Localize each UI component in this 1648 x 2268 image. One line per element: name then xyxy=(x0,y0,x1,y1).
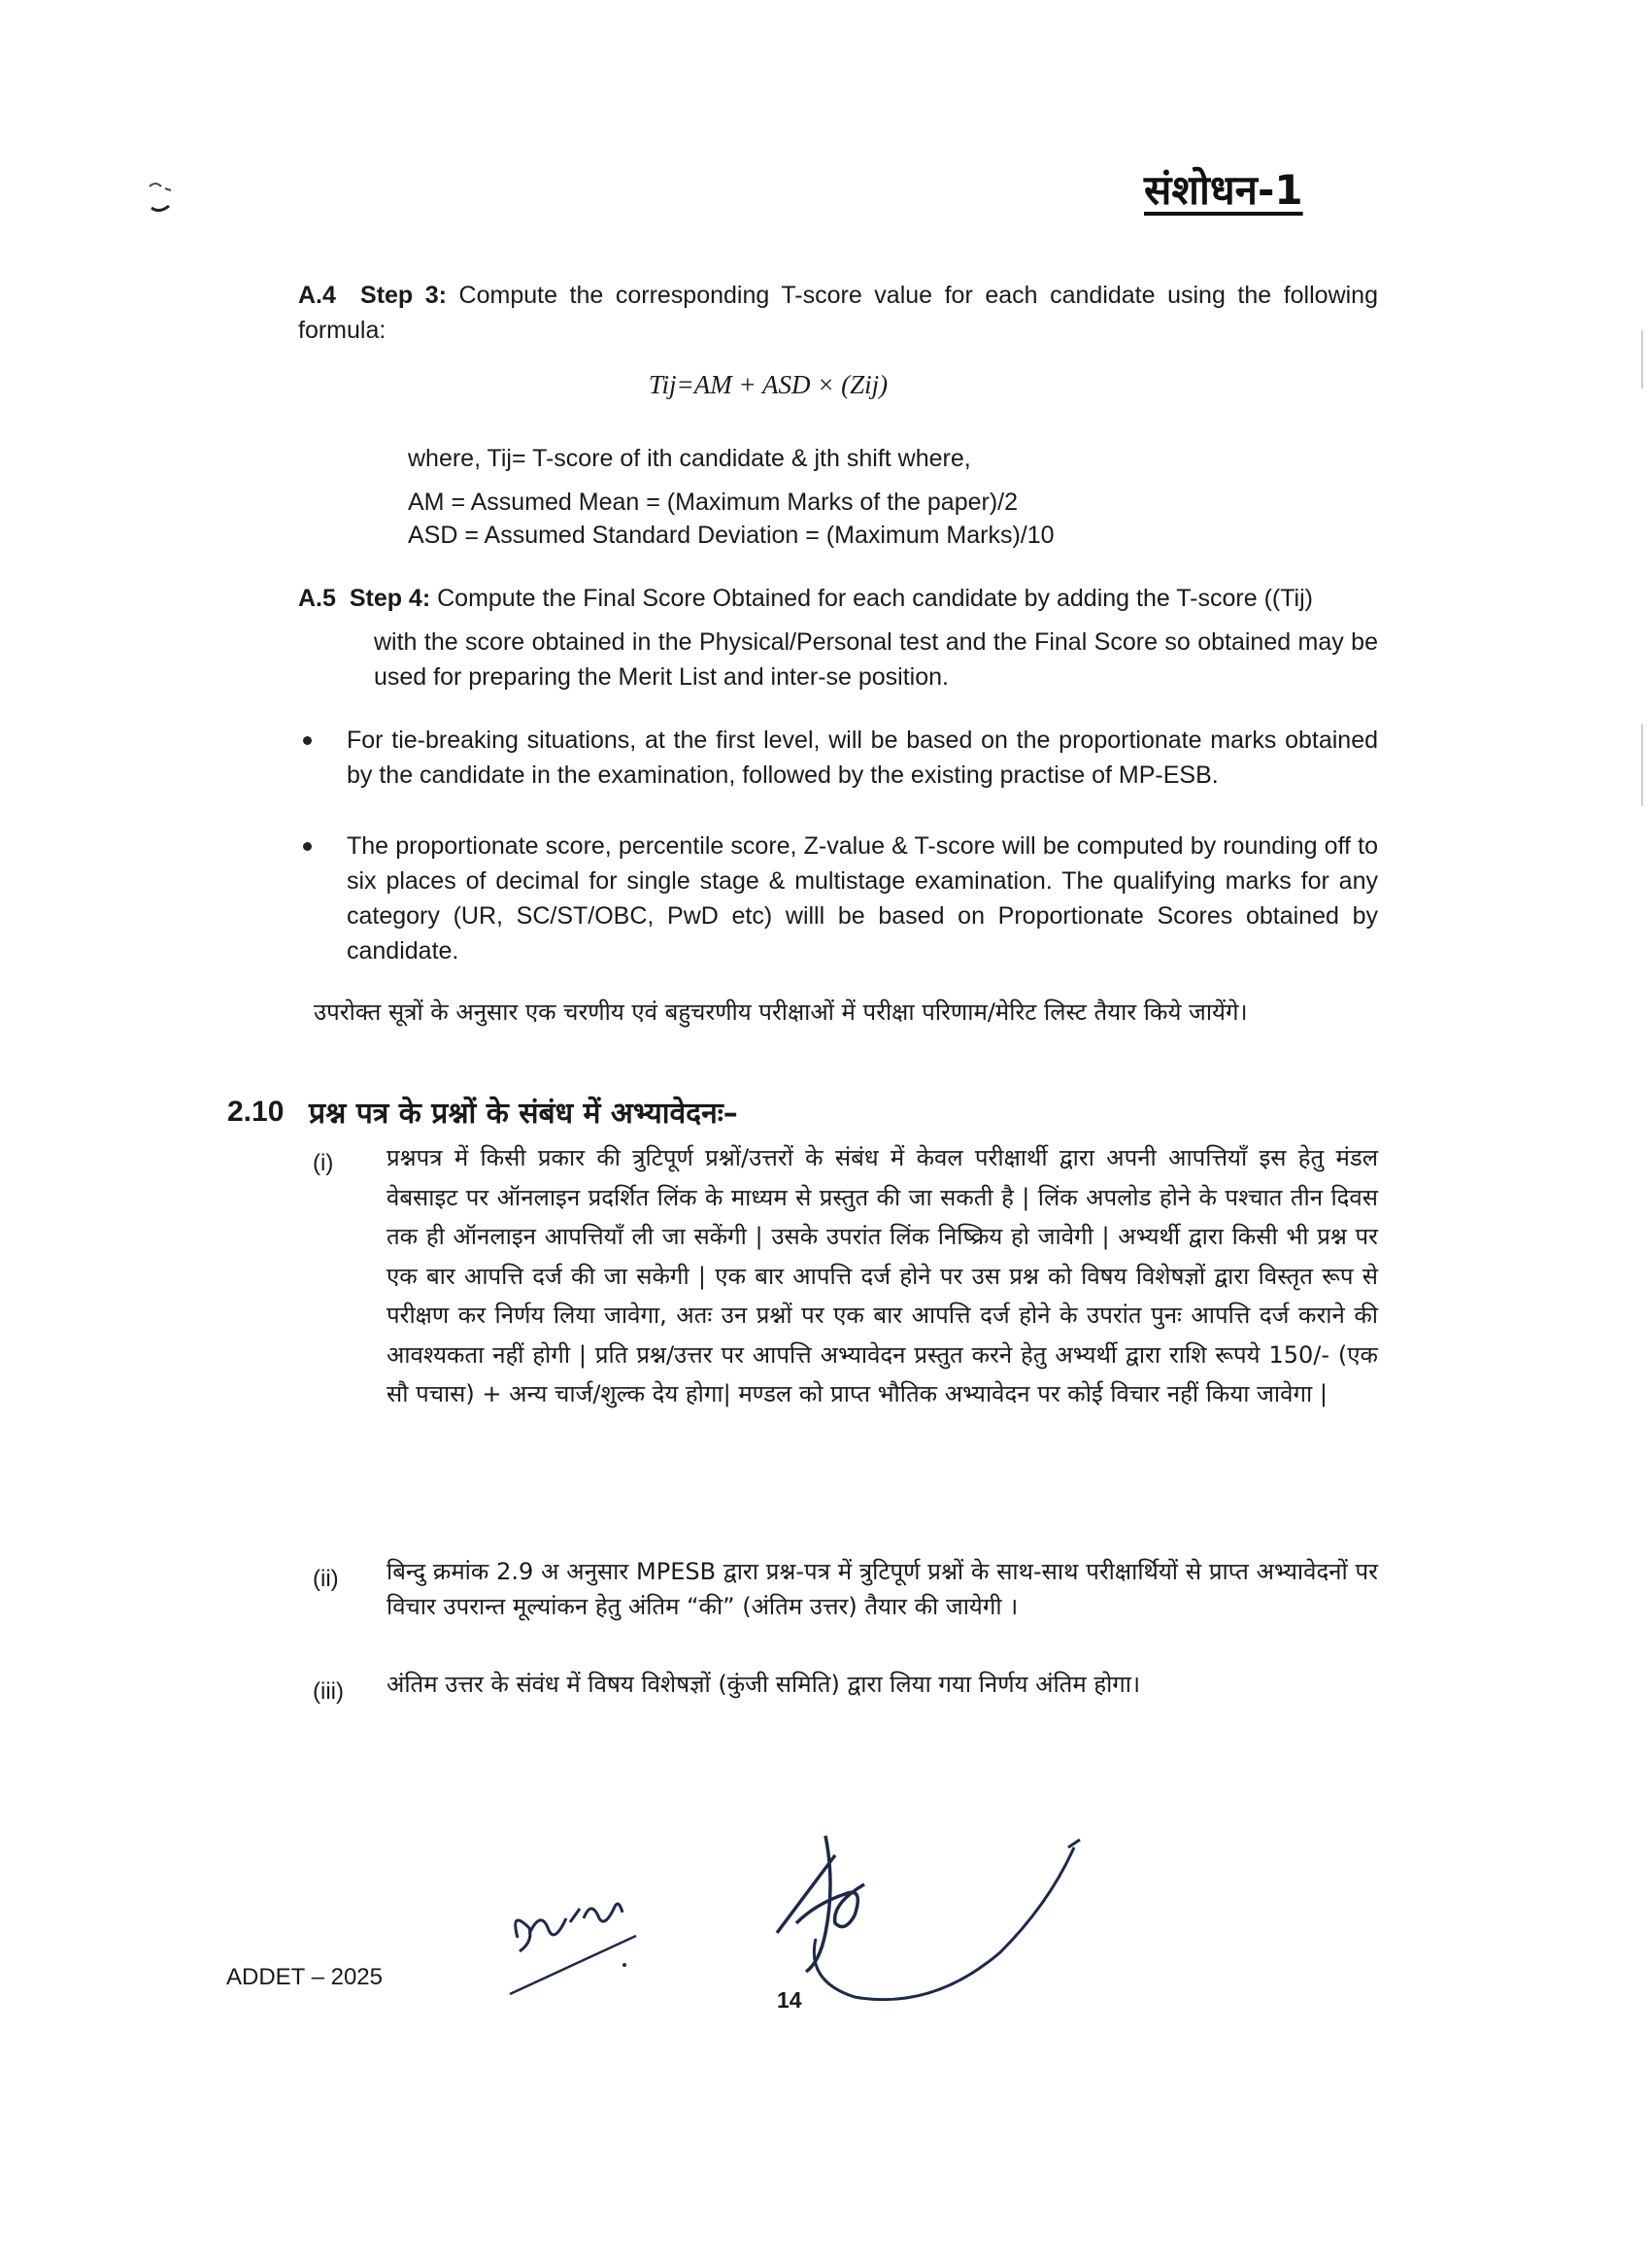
section-a5-line1 xyxy=(298,581,1378,616)
item-text: प्रश्नपत्र में किसी प्रकार की त्रुटिपूर्ण प्रश्नों/उत्तरों के संबंध में केवल परीक्षार्थी द्वारा अपनी आपत्तियाँ इस हेतु मंडल वेबसाइट पर ऑनलाइन प्रदर्शित लिंक के माध्यम से प्रस्तुत की जा सकती है | लिंक अपलोड होने के पश्चात तीन दिवस तक ही ऑनलाइन आपत्तियाँ ली जा सकेंगी | उसके उपरांत लिंक निष्क्रिय हो जावेगी | अभ्यर्थी द्वारा किसी भी प्रश्न पर एक बार आपत्ति दर्ज की जा सकेगी | एक बार आपत्ति दर्ज होने पर उस प्रश्न को विषय विशेषज्ञों द्वारा विस्तृत रूप से परीक्षण कर निर्णय लिया जावेगा, अतः उन प्रश्नों पर एक बार आपत्ति दर्ज होने के उपरांत पुनः आपत्ति दर्ज कराने की आवश्यकता नहीं होगी | प्रति प्रश्न/उत्तर पर आपत्ति अभ्यावेदन प्रस्तुत करने हेतु अभ्यर्थी द्वारा राशि रूपये 150/- (एक सौ पचास) + अन्य चार्ज/शुल्क देय होगा| मण्डल को प्राप्त भौतिक अभ्यावेदन पर कोई विचार नहीं किया जावेगा | xyxy=(387,1144,1378,1407)
bullet-item: For tie-breaking situations, at the first level, will be based on the proportionate marks obtained by the candidate in the examination, followed by the existing practise of MP-ESB. xyxy=(347,727,1378,789)
section-number: 2.10 xyxy=(227,1096,285,1128)
margin-mark-icon xyxy=(146,179,179,218)
a5-line1: Compute the Final Score Obtained for each candidate by adding the T-score ((Tij) xyxy=(437,585,1313,612)
a4-step: Step 3: xyxy=(360,282,447,309)
where-line: where, Tij= T-score of ith candidate & jth shift where, xyxy=(408,445,971,472)
hindi-note: उपरोक्त सूत्रों के अनुसार एक चरणीय एवं बहुचरणीय परीक्षाओं में परीक्षा परिणाम/मेरिट लिस्ट तैयार किये जायेंगे। xyxy=(314,999,1248,1026)
signature-image xyxy=(490,1879,665,1996)
scan-edge-divider xyxy=(1641,330,1643,389)
a4-label: A.4 xyxy=(298,282,336,309)
tscore-formula: Tij=AM + ASD × (Zij) xyxy=(649,370,889,399)
item-label: (iii) xyxy=(313,1678,344,1705)
footer-code: ADDET – 2025 xyxy=(226,1964,383,1990)
asd-line: ASD = Assumed Standard Deviation = (Maximum Marks)/10 xyxy=(408,522,1055,549)
bullet-icon xyxy=(303,842,312,851)
a5-text: with the score obtained in the Physical/Personal test and the Final Score so obtained may be used for preparing the Merit List and inter-se position. xyxy=(374,628,1378,691)
section-heading: प्रश्न पत्र के प्रश्नों के संबंध में अभ्यावेदनः– xyxy=(309,1097,738,1131)
page-title: संशोधन-1 xyxy=(1144,166,1303,214)
a4-text: Compute the corresponding T-score value for each candidate using the following formula: xyxy=(298,282,1378,344)
scan-edge-divider xyxy=(1641,724,1643,806)
signature-image xyxy=(738,1826,1088,2011)
item-label: (ii) xyxy=(313,1566,339,1592)
a5-label: A.5 xyxy=(298,585,336,612)
item-label: (i) xyxy=(313,1150,334,1176)
item-text: अंतिम उत्तर के संवंध में विषय विशेषज्ञों (कुंजी समिति) द्वारा लिया गया निर्णय अंतिम होगा। xyxy=(387,1671,1141,1698)
page-number: 14 xyxy=(777,1987,802,2013)
bullet-item: The proportionate score, percentile score, Z-value & T-score will be computed by rounding off to six places of decimal for single stage & multistage examination. The qualifying marks for any category (UR, SC/ST/OBC, PwD etc) willl be based on Proportionate Scores obtained by candidate. xyxy=(347,832,1378,965)
bullet-icon xyxy=(303,736,312,745)
am-line: AM = Assumed Mean = (Maximum Marks of the paper)/2 xyxy=(408,489,1019,516)
a5-step: Step 4: xyxy=(349,585,431,612)
item-text: बिन्दु क्रमांक 2.9 अ अनुसार MPESB द्वारा प्रश्न-पत्र में त्रुटिपूर्ण प्रश्नों के साथ-साथ परीक्षार्थियों से प्राप्त अभ्यावेदनों पर विचार उपरान्त मूल्यांकन हेतु अंतिम “की” (अंतिम उत्तर) तैयार की जायेगी । xyxy=(387,1558,1378,1620)
section-a4 xyxy=(298,278,1378,348)
